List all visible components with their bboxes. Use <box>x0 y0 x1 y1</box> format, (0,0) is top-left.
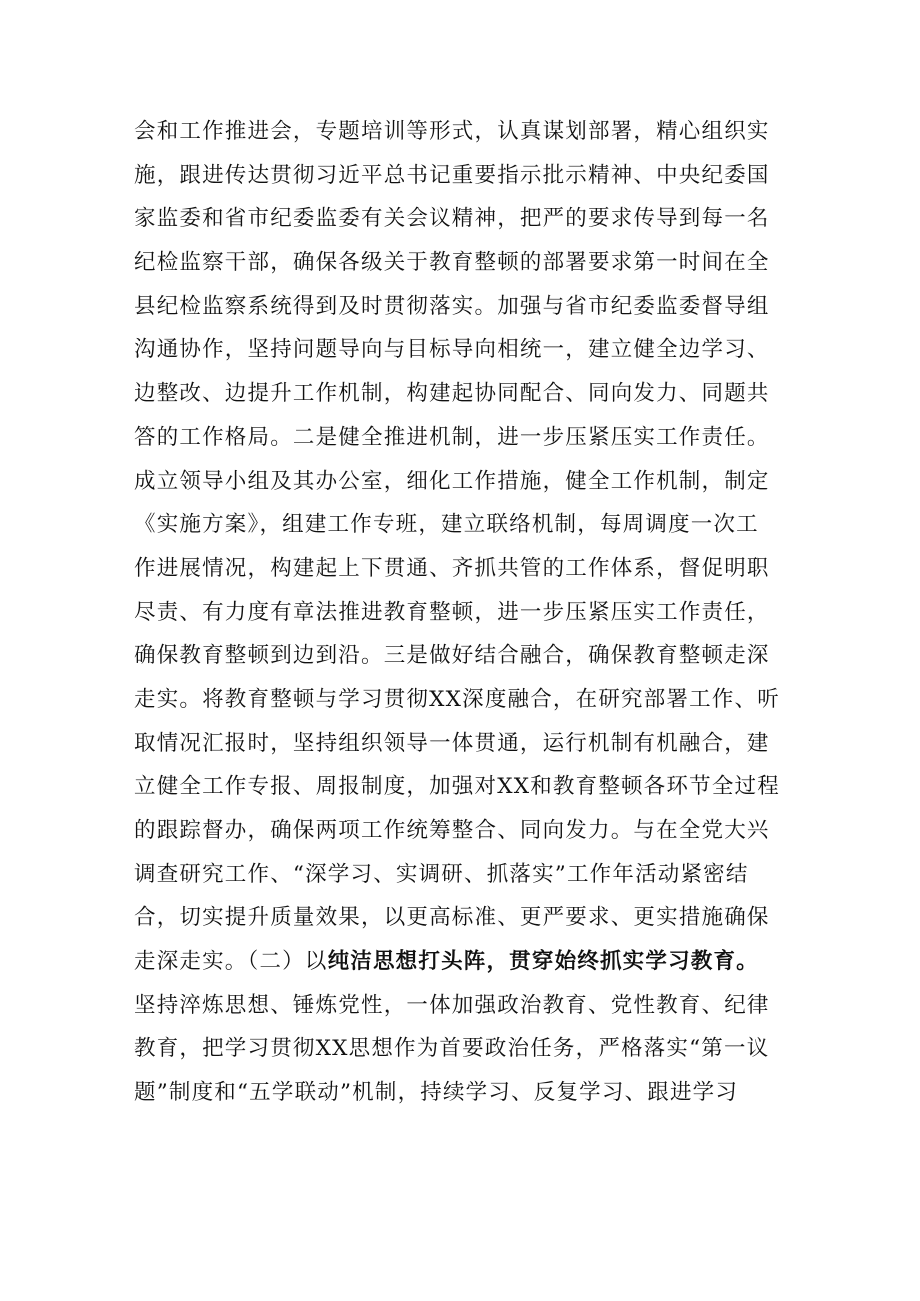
text-line: 尽责、有力度有章法推进教育整顿，进一步压紧压实工作责任， <box>134 599 770 625</box>
text-line: 县纪检监察系统得到及时贯彻落实。加强与省市纪委监委督导组 <box>134 293 770 319</box>
text-line: 答的工作格局。二是健全推进机制，进一步压紧压实工作责任。 <box>134 424 770 450</box>
text-line: 沟通协作，坚持问题导向与目标导向相统一，建立健全边学习、 <box>134 337 770 363</box>
text-line: 作进展情况，构建起上下贯通、齐抓共管的工作体系，督促明职 <box>134 555 770 581</box>
text-line: 题”制度和“五学联动”机制，持续学习、反复学习、跟进学习 <box>134 1080 739 1106</box>
text-line: 成立领导小组及其办公室，细化工作措施，健全工作机制，制定 <box>134 468 770 494</box>
document-body-text <box>134 110 794 1115</box>
text-line: 边整改、边提升工作机制，构建起协同配合、同向发力、同题共 <box>134 381 770 407</box>
text-line: 会和工作推进会，专题培训等形式，认真谋划部署，精心组织实 <box>134 119 770 144</box>
text-line: 坚持淬炼思想、锤炼党性，一体加强政治教育、党性教育、纪律 <box>134 992 770 1018</box>
text-line: 走实。将教育整顿与学习贯彻XX深度融合，在研究部署工作、听 <box>134 686 780 712</box>
text-line: 《实施方案》，组建工作专班，建立联络机制，每周调度一次工 <box>134 512 759 538</box>
text-line: 立健全工作专报、周报制度，加强对XX和教育整顿各环节全过程 <box>134 774 780 800</box>
text-line: 确保教育整顿到边到沿。三是做好结合融合，确保教育整顿走深 <box>134 643 770 669</box>
text-line: 合，切实提升质量效果，以更高标准、更严要求、更实措施确保 <box>134 905 770 931</box>
text-line: 的跟踪督办，确保两项工作统筹整合、同向发力。与在全党大兴 <box>134 818 770 843</box>
text-line: 取情况汇报时，坚持组织领导一体贯通，运行机制有机融合，建 <box>134 730 770 756</box>
text-line: 走深走实。（二）以纯洁思想打头阵，贯穿始终抓实学习教育。 <box>134 949 759 975</box>
text-line: 家监委和省市纪委监委有关会议精神，把严的要求传导到每一名 <box>134 206 770 232</box>
text-line: 纪检监察干部，确保各级关于教育整顿的部署要求第一时间在全 <box>134 250 770 276</box>
text-line: 调查研究工作、“深学习、实调研、抓落实”工作年活动紧密结 <box>134 861 749 887</box>
bold-section-heading: 纯洁思想打头阵，贯穿始终抓实学习教育。 <box>327 949 759 975</box>
text-line: 教育，把学习贯彻XX思想作为首要政治任务，严格落实“第一议 <box>134 1036 770 1062</box>
text-line: 施，跟进传达贯彻习近平总书记重要指示批示精神、中央纪委国 <box>134 162 770 188</box>
